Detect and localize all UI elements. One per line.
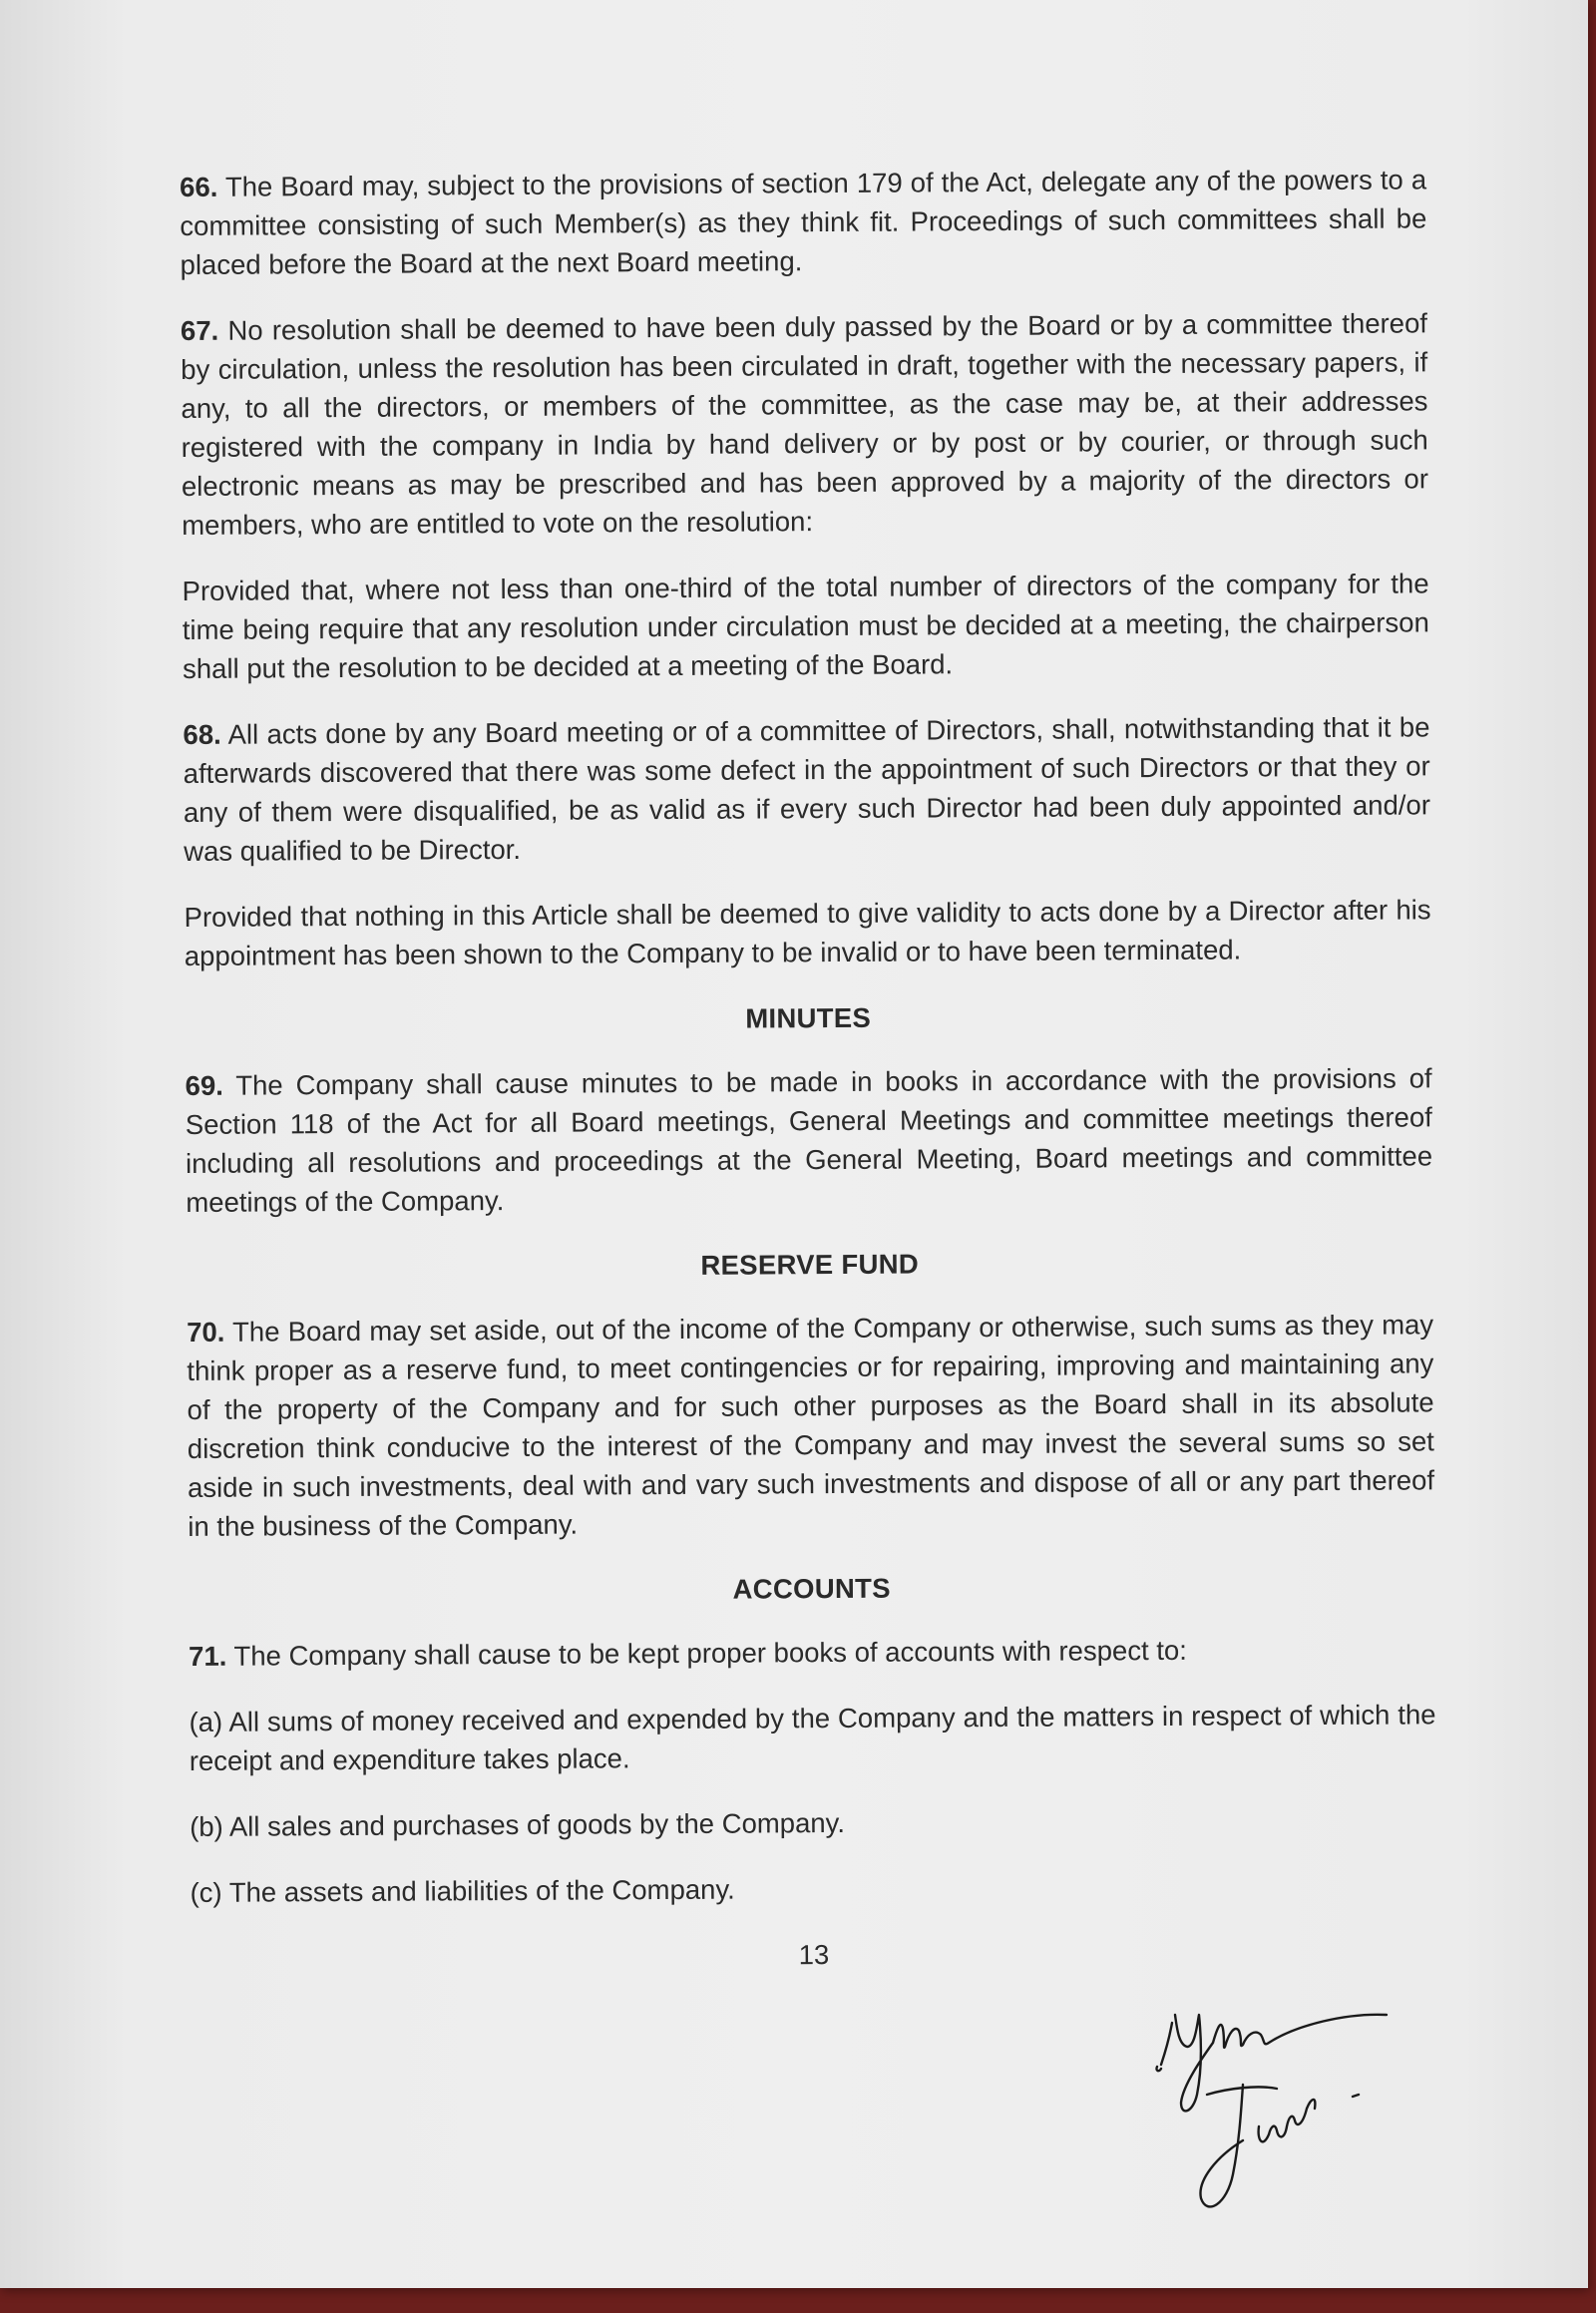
article-number: 71. [189, 1640, 227, 1672]
heading-reserve-fund: RESERVE FUND [700, 1248, 920, 1281]
document-body [180, 160, 1437, 1978]
list-item-a: (a) All sums of money received and expended by the Company and the matters in respect of which the receipt and expenditure takes place. [189, 1699, 1436, 1776]
article-text: The Board may set aside, out of the income of the Company or otherwise, such sums as they may think proper as a reserve fund, to meet contingencies or for repairing, improving and maintaining any of the property of the Company and for such other purposes as the Board shall in its absolute discretion think conducive to the interest of the Company and may invest the several sums so set aside in such investments, deal with and vary such investments and dispose of all or any part thereof in the business of the Company. [187, 1309, 1435, 1542]
heading-minutes: MINUTES [745, 1001, 872, 1034]
heading-accounts: ACCOUNTS [732, 1572, 891, 1605]
page-number: 13 [798, 1939, 830, 1971]
article-text: No resolution shall be deemed to have been duly passed by the Board or by a committee thereof by circulation, unless the resolution has been circulated in draft, together with the necessary papers, if any, to all the directors, or members of the committee, as the case may be, at their addresses registered with the company in India by hand delivery or by post or by courier, or through such electronic means as may be prescribed and has been approved by a majority of the directors or members, who are entitled to vote on the resolution: [181, 307, 1429, 541]
article-67-proviso: Provided that, where not less than one-third of the total number of directors of the company for the time being require that any resolution under circulation must be decided at a meeting, the chairperson shall put the resolution to be decided at a meeting of the Board. [182, 568, 1429, 684]
article-number: 66. [180, 171, 218, 202]
article-number: 69. [185, 1069, 223, 1101]
article-number: 67. [180, 314, 219, 346]
article-68-proviso: Provided that nothing in this Article shall be deemed to give validity to acts done by a Director after his appointment has been shown to the Company to be invalid or to have been terminated. [184, 894, 1431, 971]
article-text: The Board may, subject to the provisions of section 179 of the Act, delegate any of the powers to a committee consisting of such Member(s) as they think fit. Proceedings of such committees shall be placed before the Board at the next Board meeting. [180, 164, 1427, 280]
list-item-c: (c) The assets and liabilities of the Company. [190, 1873, 735, 1908]
article-68 [183, 707, 1430, 871]
article-69 [186, 1058, 1433, 1222]
article-66 [180, 160, 1427, 284]
article-number: 68. [183, 718, 221, 750]
article-text: The Company shall cause minutes to be made in books in accordance with the provisions of Section 118 of the Act for all Board meetings, General Meetings and committee meetings thereof including all resolutions and proceedings at the General Meeting, Board meetings and committee meetings of the Company. [185, 1062, 1433, 1218]
list-item-b: (b) All sales and purchases of goods by the Company. [190, 1806, 846, 1842]
article-number: 70. [187, 1316, 225, 1348]
article-71 [189, 1629, 1435, 1676]
article-70 [187, 1305, 1434, 1546]
article-text: All acts done by any Board meeting or of a committee of Directors, shall, notwithstanding that it be afterwards discovered that there was some defect in the appointment of such Directors or that they or any of them were disqualified, be as valid as if every such Director had been duly appointed and/or was qualified to be Director. [183, 711, 1431, 867]
article-67 [181, 303, 1428, 545]
article-text: The Company shall cause to be kept proper books of accounts with respect to: [226, 1634, 1187, 1672]
handwritten-signature-icon [1147, 1985, 1446, 2234]
